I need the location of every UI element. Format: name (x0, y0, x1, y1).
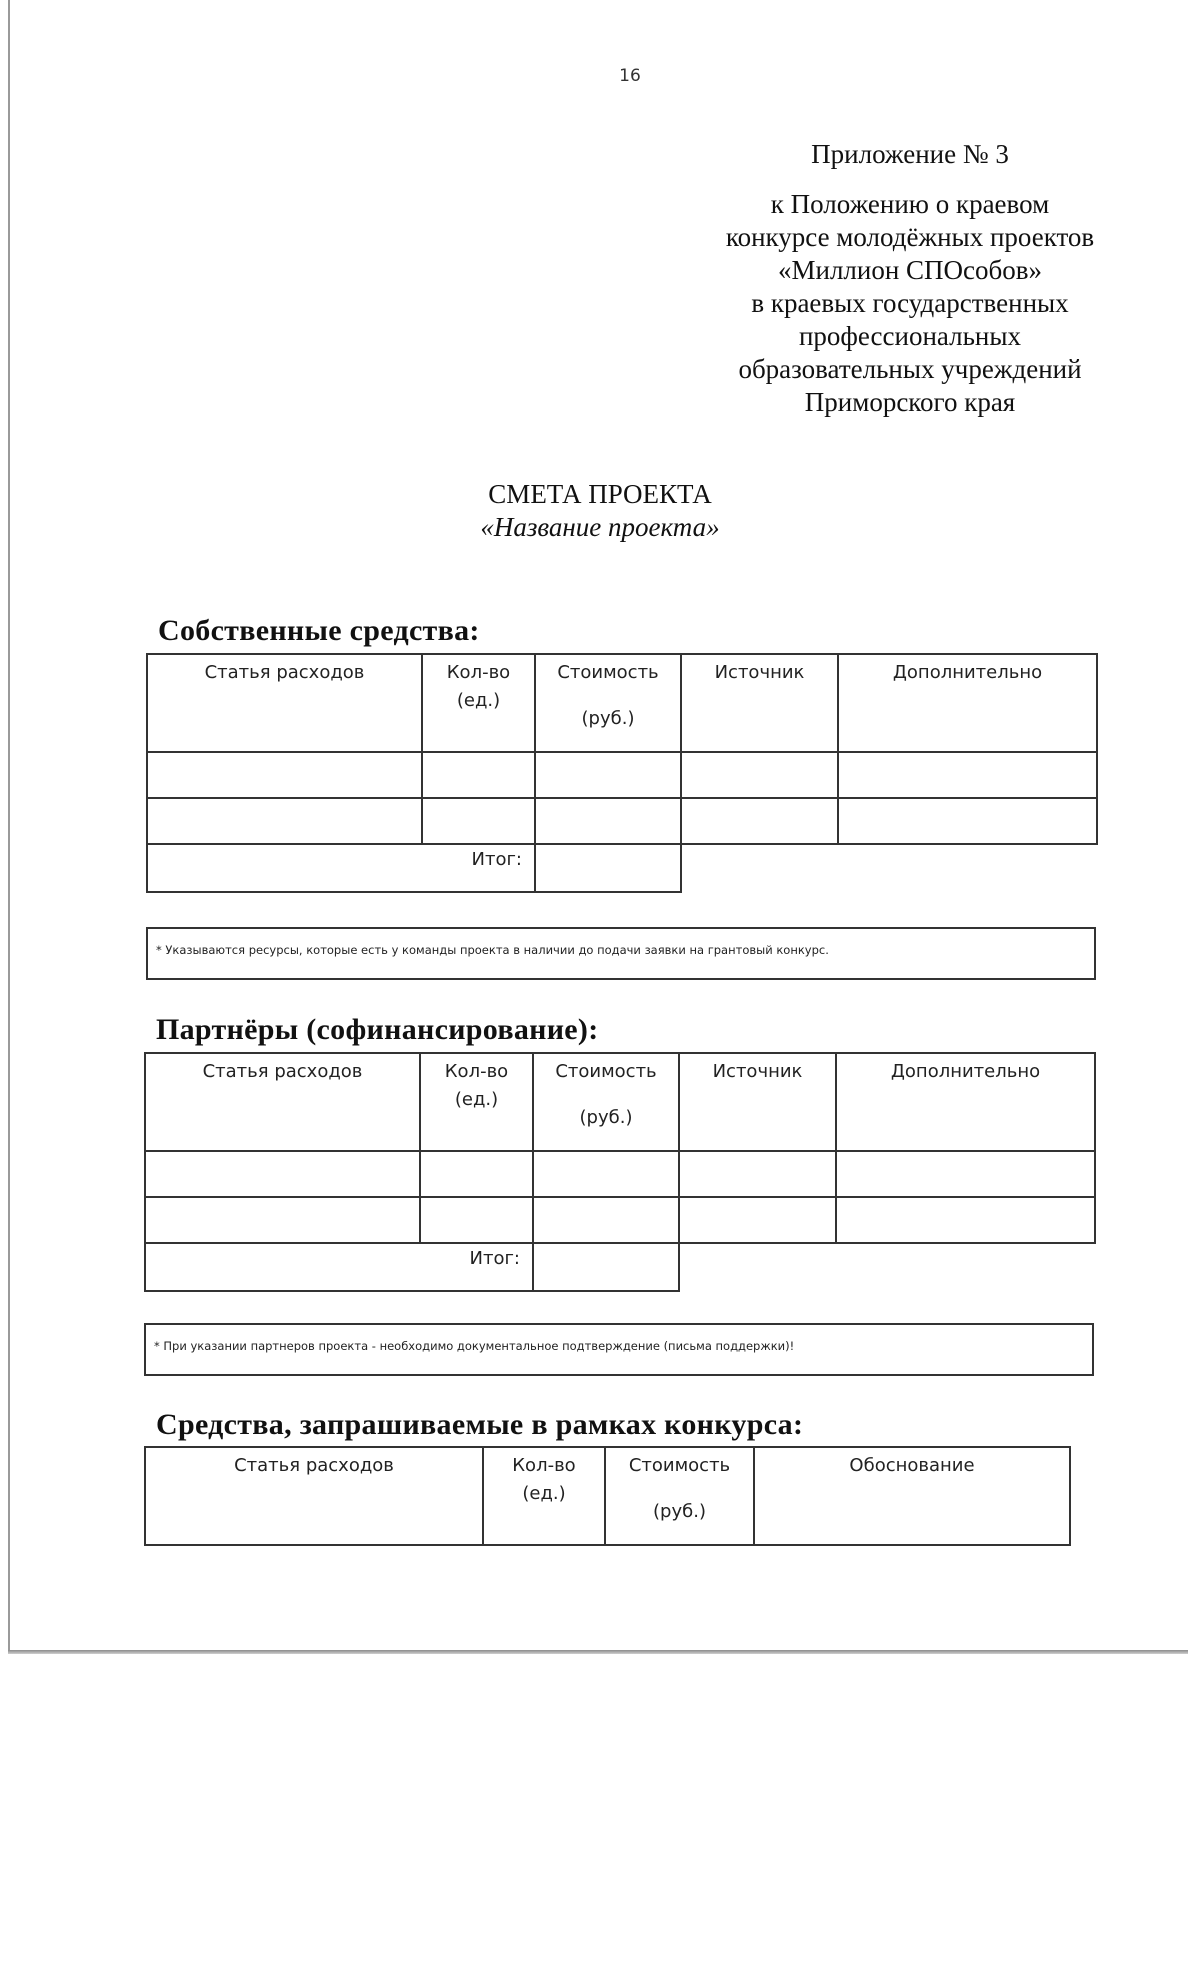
table-cell[interactable] (681, 752, 838, 798)
appendix-line: в краевых государственных (751, 288, 1069, 318)
table-cell[interactable] (420, 1151, 533, 1197)
section-heading-requested-funds: Средства, запрашиваемые в рамках конкурса: (156, 1408, 804, 1441)
appendix-line: конкурсе молодёжных проектов (725, 222, 1095, 252)
appendix-block (700, 138, 1120, 419)
document-title (380, 478, 820, 544)
table-header-row (145, 1447, 1070, 1545)
table-total-row (147, 844, 1097, 892)
table-cell[interactable] (145, 1197, 420, 1243)
total-value-cell[interactable] (533, 1243, 679, 1291)
column-header-cost: Стоимость (руб.) (535, 654, 681, 752)
table-cell[interactable] (145, 1151, 420, 1197)
column-header-justification: Обоснование (754, 1447, 1070, 1545)
table-cell[interactable] (533, 1151, 679, 1197)
column-header-quantity: Кол-во (ед.) (422, 654, 535, 752)
section-heading-partners: Партнёры (софинансирование): (156, 1013, 599, 1046)
table-cell[interactable] (836, 1197, 1095, 1243)
column-header-cost: Стоимость (руб.) (605, 1447, 754, 1545)
column-header-source: Источник (679, 1053, 836, 1151)
table-cell[interactable] (836, 1151, 1095, 1197)
column-header-expense-item: Статья расходов (147, 654, 422, 752)
table-cell[interactable] (422, 752, 535, 798)
total-label: Итог: (147, 844, 535, 892)
table-header-row (145, 1053, 1095, 1151)
table-cell[interactable] (422, 798, 535, 844)
page-number: 16 (619, 66, 641, 86)
column-header-additional: Дополнительно (836, 1053, 1095, 1151)
appendix-line: профессиональных (798, 321, 1022, 351)
table-cell[interactable] (679, 1151, 836, 1197)
table-row (147, 752, 1097, 798)
scan-edge-bottom (8, 1650, 1188, 1654)
table-cell[interactable] (147, 752, 422, 798)
partners-note: * При указании партнеров проекта - необходимо документальное подтверждение (письма поддержки)! (144, 1323, 1094, 1376)
table-cell[interactable] (838, 752, 1097, 798)
table-cell[interactable] (535, 752, 681, 798)
scan-edge-left (8, 0, 10, 1652)
table-header-row (147, 654, 1097, 752)
column-header-source: Источник (681, 654, 838, 752)
partners-table (144, 1052, 1096, 1292)
table-row (145, 1151, 1095, 1197)
own-funds-table (146, 653, 1098, 893)
table-total-row (145, 1243, 1095, 1291)
table-row (147, 798, 1097, 844)
column-header-quantity: Кол-во (ед.) (420, 1053, 533, 1151)
document-title-main: СМЕТА ПРОЕКТА (488, 479, 712, 509)
total-label: Итог: (145, 1243, 533, 1291)
column-header-cost: Стоимость (руб.) (533, 1053, 679, 1151)
table-cell[interactable] (420, 1197, 533, 1243)
appendix-line: образовательных учреждений (738, 354, 1082, 384)
section-heading-own-funds: Собственные средства: (158, 614, 480, 647)
table-row (145, 1197, 1095, 1243)
appendix-title: Приложение № 3 (811, 139, 1009, 169)
column-header-quantity: Кол-во (ед.) (483, 1447, 605, 1545)
column-header-additional: Дополнительно (838, 654, 1097, 752)
own-funds-note: * Указываются ресурсы, которые есть у команды проекта в наличии до подачи заявки на грантовый конкурс. (146, 927, 1096, 980)
table-cell[interactable] (535, 798, 681, 844)
table-cell[interactable] (533, 1197, 679, 1243)
project-name-placeholder: «Название проекта» (480, 512, 720, 542)
appendix-line: Приморского края (804, 387, 1016, 417)
table-cell[interactable] (838, 798, 1097, 844)
table-cell[interactable] (681, 798, 838, 844)
column-header-expense-item: Статья расходов (145, 1053, 420, 1151)
appendix-line: к Положению о краевом (770, 189, 1050, 219)
table-cell[interactable] (147, 798, 422, 844)
total-value-cell[interactable] (535, 844, 681, 892)
appendix-line: «Миллион СПОсобов» (777, 255, 1043, 285)
requested-funds-table (144, 1446, 1071, 1546)
table-cell[interactable] (679, 1197, 836, 1243)
column-header-expense-item: Статья расходов (145, 1447, 483, 1545)
